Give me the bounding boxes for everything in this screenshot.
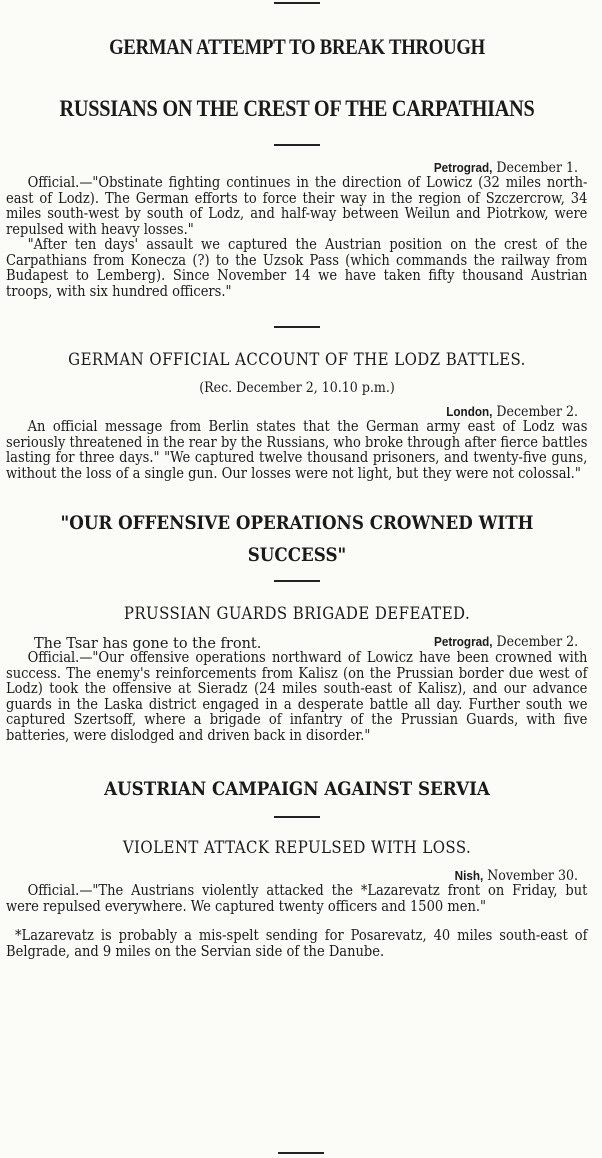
- section-subheading: PRUSSIAN GUARDS BRIGADE DEFEATED.: [123, 604, 471, 624]
- dateline-place: Petrograd,: [433, 160, 493, 175]
- paragraph: Official.—"The Austrians violently attacked the *Lazarevatz front on Friday, but were repulsed everywhere. We captured twenty officers and 1500 men.": [6, 883, 588, 915]
- paragraph: Official.—"Our offensive operations northward of Lowicz have been crowned with success. The enemy's reinforcements from Kalisz (on the Prussian border due west of Lodz) took the offensive at Sieradz (24 miles south-east of Kalisz), and our advance guards in the Laska district engaged in a desperate battle all day. Further south we captured Szertsoff, where a brigade of infantry of the Prussian Guards, with five batteries, were dislodged and driven back in disorder.": [6, 650, 588, 744]
- paragraph: Official.—"Obstinate fighting continues in the direction of Lowicz (32 miles north-east of Lodz). The German efforts to force their way in the region of Szczercrow, 34 miles south-west by south of Lodz, and half-way between Weilun and Piotrkow, were repulsed with heavy losses.": [6, 175, 588, 238]
- section-german-official: [6, 350, 588, 482]
- section-rule: [274, 816, 320, 818]
- dateline-place: Nish,: [454, 868, 484, 883]
- section-servia: [6, 774, 588, 960]
- dateline: [63, 160, 578, 176]
- dateline-date: December 1.: [496, 160, 578, 176]
- section-petrograd-dec1: [6, 160, 588, 300]
- dateline: [63, 868, 578, 884]
- section-heading: AUSTRIAN CAMPAIGN AGAINST SERVIA: [104, 778, 490, 800]
- paragraph: "After ten days' assault we captured the Austrian position on the crest of the Carpathians from Konecza (?) to the Uzsok Pass (which commands the railway from Budapest to Lemberg). Since November 14 we have taken fifty thousand Austrian troops, with six hundred officers.": [6, 237, 588, 300]
- section-rule: [274, 144, 320, 146]
- newspaper-page: [0, 2, 602, 1158]
- footnote: *Lazarevatz is probably a mis-spelt sending for Posarevatz, 40 miles south-east of Belgrade, and 9 miles on the Servian side of the Danube.: [6, 928, 588, 960]
- lead-text: The Tsar has gone to the front.: [34, 636, 262, 652]
- section-subheading: (Rec. December 2, 10.10 p.m.): [199, 380, 395, 396]
- dateline-date: December 2.: [496, 634, 578, 650]
- section-subheading: VIOLENT ATTACK REPULSED WITH LOSS.: [122, 838, 472, 858]
- section-offensive-operations: [6, 508, 588, 744]
- paragraph: An official message from Berlin states that the German army east of Lodz was seriously threatened in the rear by the Russians, who broke through after fierce battles lasting for three days." "We captured twelve thousand prisoners, and twenty-five guns, without the loss of a single gun. Our losses were not light, but they were not colossal.": [6, 419, 588, 482]
- dateline-date: November 30.: [487, 868, 578, 884]
- section-heading: GERMAN OFFICIAL ACCOUNT OF THE LODZ BATTLES.: [68, 350, 526, 370]
- dateline-place: Petrograd,: [433, 634, 493, 649]
- section-heading-line1: "OUR OFFENSIVE OPERATIONS CROWNED WITH: [60, 512, 534, 534]
- section-rule: [274, 580, 320, 582]
- dateline-date: December 2.: [496, 404, 578, 420]
- dateline-place: London,: [446, 404, 493, 419]
- section-rule: [274, 326, 320, 328]
- section-heading-line2: SUCCESS": [247, 544, 347, 566]
- top-rule: [274, 2, 320, 4]
- dateline: [63, 404, 578, 420]
- dateline: [434, 634, 578, 650]
- bottom-rule: [278, 1152, 324, 1154]
- subheadline: RUSSIANS ON THE CREST OF THE CARPATHIANS: [59, 96, 535, 121]
- lead-row: [6, 634, 588, 651]
- headline: GERMAN ATTEMPT TO BREAK THROUGH: [109, 34, 485, 59]
